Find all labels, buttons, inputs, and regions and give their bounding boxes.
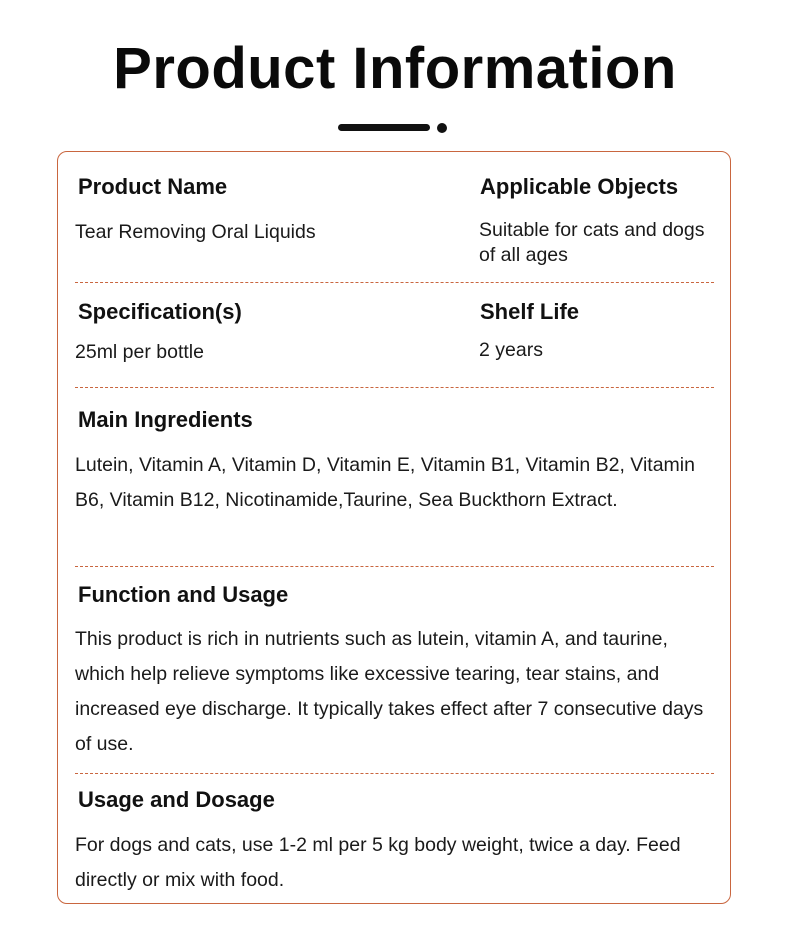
divider [75, 282, 714, 283]
shelf-life-value: 2 years [479, 339, 543, 361]
usage-dosage-label: Usage and Dosage [78, 787, 275, 812]
applicable-objects-value: Suitable for cats and dogs of all ages [479, 219, 705, 266]
applicable-objects-label: Applicable Objects [480, 174, 679, 199]
function-usage-label: Function and Usage [78, 582, 289, 607]
shelf-life-label: Shelf Life [480, 299, 580, 324]
function-usage-value: This product is rich in nutrients such as lutein, vitamin A, and taurine, which help relieve symptoms like excessive tearing, tear stains, and increased eye discharge. It typically takes effect after 7 consecutive days of use. [75, 628, 704, 755]
usage-dosage-value: For dogs and cats, use 1-2 ml per 5 kg body weight, twice a day. Feed directly or mix with food. [75, 834, 681, 891]
title-underline-dot [437, 123, 447, 133]
specification-label: Specification(s) [78, 299, 242, 324]
page-title: Product Information [113, 36, 677, 101]
main-ingredients-value: Lutein, Vitamin A, Vitamin D, Vitamin E, Vitamin B1, Vitamin B2, Vitamin B6, Vitamin B12, Nicotinamide,Taurine, Sea Buckthorn Extract. [75, 454, 695, 511]
specification-value: 25ml per bottle [75, 341, 204, 363]
product-name-label: Product Name [78, 174, 228, 199]
product-name-value: Tear Removing Oral Liquids [75, 221, 316, 243]
title-underline-bar [338, 124, 430, 131]
divider [75, 773, 714, 774]
divider [75, 566, 714, 567]
main-ingredients-label: Main Ingredients [78, 407, 253, 432]
divider [75, 387, 714, 388]
